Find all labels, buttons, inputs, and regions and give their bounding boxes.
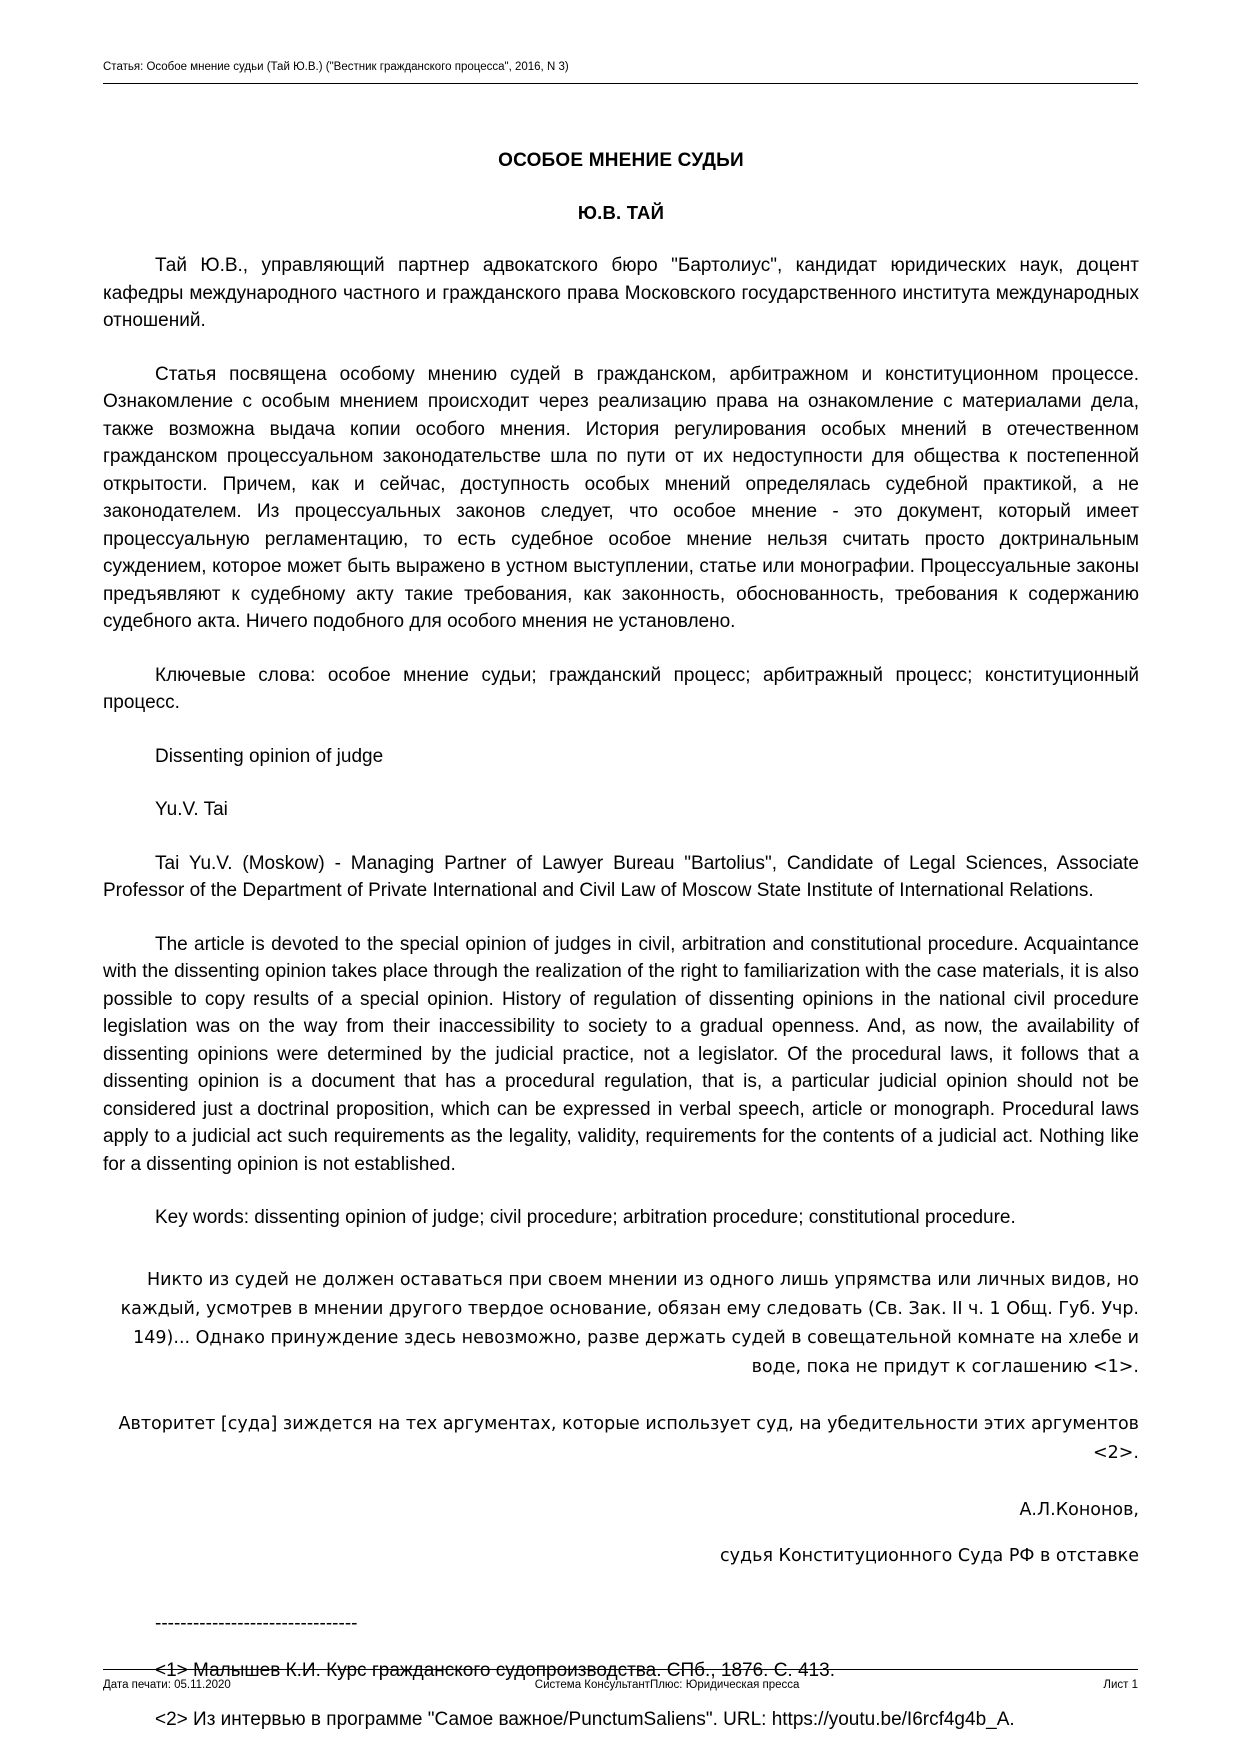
header-divider (103, 83, 1138, 84)
footnote-separator: -------------------------------- (155, 1613, 358, 1634)
footer-system-name: Система КонсультантПлюс: Юридическая пресса (534, 1679, 800, 1691)
paragraph-keywords-en: Key words: dissenting opinion of judge; civil procedure; arbitration procedure; constitutional procedure. (155, 1207, 1016, 1228)
running-header (103, 60, 1138, 84)
footer-row (103, 1677, 1138, 1693)
paragraph-title-en: Dissenting opinion of judge (155, 745, 384, 767)
footnote-item-1: <1> Малышев К.И. Курс гражданского судопроизводства. СПб., 1876. С. 413. (155, 1660, 835, 1681)
header-document-title: Статья: Особое мнение судьи (Тай Ю.В.) ("Вестник гражданского процесса", 2016, N 3) (103, 61, 569, 73)
epigraph-quote-2: Авторитет [суда] зиждется на тех аргументах, которые использует суд, на убедительности этих аргументов <2>. (118, 1413, 1139, 1463)
paragraph-author-bio-en: Tai Yu.V. (Moskow) - Managing Partner of Lawyer Bureau "Bartolius", Candidate of Legal Sciences, Associate Professor of the Department of Private International and Civil Law of Moscow State Institute of International Relations. (103, 852, 1139, 901)
epigraph-attribution-name: А.Л.Кононов, (1019, 1499, 1139, 1520)
footer-print-date: Дата печати: 05.11.2020 (103, 1679, 231, 1691)
paragraph-author-bio-ru: Тай Ю.В., управляющий партнер адвокатского бюро "Бартолиус", кандидат юридических наук, доцент кафедры международного частного и гражданского права Московского государственного института международных отношений. (103, 255, 1139, 331)
epigraph-block (103, 1266, 1139, 1572)
document-body (103, 140, 1139, 1733)
page-subtitle-author: Ю.В. ТАЙ (577, 202, 665, 223)
paragraph-abstract-en: The article is devoted to the special opinion of judges in civil, arbitration and constitutional procedure. Acquaintance with the dissenting opinion takes place through the realization of the right to familiarization with the case materials, it is also possible to copy results of a special opinion. History of regulation of dissenting opinions in the national civil procedure legislation was on the way from their inaccessibility to society to a gradual openness. And, as now, the availability of dissenting opinions were determined by the judicial practice, not a legislator. Of the procedural laws, it follows that a dissenting opinion is a document that has a procedural regulation, that is, a particular judicial opinion should not be considered just a doctrinal proposition, which can be expressed in verbal speech, article or monograph. Procedural laws apply to a judicial act such requirements as the legality, validity, requirements for the contents of a judicial act. Nothing like for a dissenting opinion is not established. (103, 933, 1139, 1175)
running-footer (103, 1661, 1138, 1693)
paragraph-abstract-ru: Статья посвящена особому мнению судей в гражданском, арбитражном и конституционном процессе. Ознакомление с особым мнением происходит через реализацию права на ознакомление с материалами дела, также возможна выдача копии особого мнения. История регулирования особых мнений в отечественном гражданском процессуальном законодательстве шла по пути от их недоступности для общества к постепенной открытости. Причем, как и сейчас, доступность особых мнений определялась судебной практикой, а не законодателем. Из процессуальных законов следует, что особое мнение - это документ, который имеет процессуальную регламентацию, то есть судебное особое мнение нельзя считать просто доктринальным суждением, которое может быть выражено в устном выступлении, статье или монографии. Процессуальные законы предъявляют к судебному акту такие требования, как законность, обоснованность, требования к содержанию судебного акта. Ничего подобного для особого мнения не установлено. (103, 363, 1139, 632)
paragraph-keywords-ru: Ключевые слова: особое мнение судьи; гражданский процесс; арбитражный процесс; конституционный процесс. (103, 664, 1139, 713)
epigraph-attribution-role: судья Конституционного Суда РФ в отставке (720, 1546, 1139, 1566)
epigraph-quote-1: Никто из судей не должен оставаться при своем мнении из одного лишь упрямства или личных видов, но каждый, усмотрев в мнении другого твердое основание, обязан ему следовать (Св. Зак. II ч. 1 Общ. Губ. Учр. 149)... Однако принуждение здесь невозможно, разве держать судей в совещательной комнате на хлебе и воде, пока не придут к соглашению <1>. (120, 1269, 1139, 1377)
paragraph-author-en: Yu.V. Tai (155, 799, 228, 820)
footer-divider (103, 1669, 1138, 1670)
footer-page-number: Лист 1 (1103, 1679, 1138, 1691)
page-title: ОСОБОЕ МНЕНИЕ СУДЬИ (498, 150, 744, 171)
footnote-item-2: <2> Из интервью в программе "Самое важное/PunctumSaliens". URL: https://youtu.be/I6rcf4g4b_A. (155, 1709, 1015, 1730)
